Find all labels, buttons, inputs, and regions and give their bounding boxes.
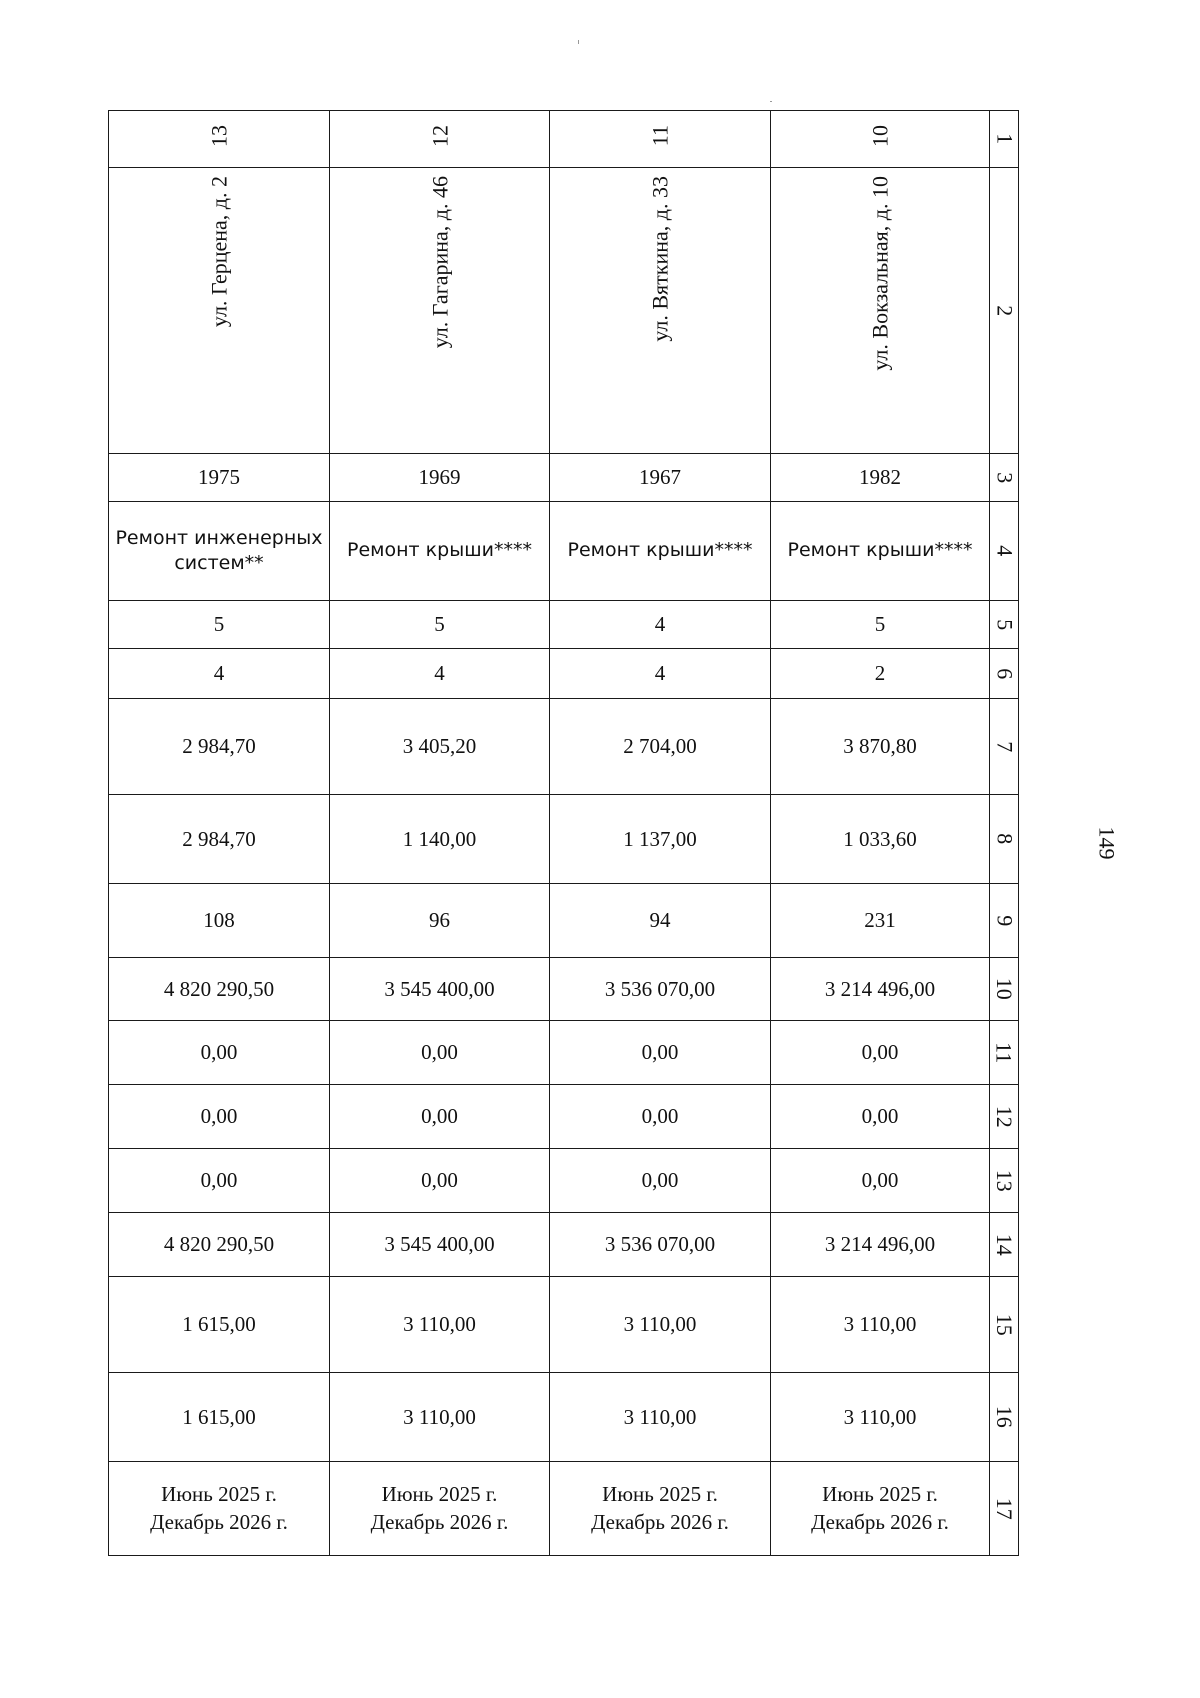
- period-start: Июнь 2025 г.: [602, 1482, 718, 1507]
- period-start: Июнь 2025 г.: [381, 1482, 498, 1507]
- address-text: ул. Вокзальная, д. 10: [867, 176, 893, 371]
- table-cell-address: [109, 168, 330, 454]
- row-number: 7: [990, 699, 1019, 795]
- table-cell-value: 5: [109, 601, 330, 649]
- work-type-line1: Ремонт крыши****: [347, 539, 532, 562]
- table-row: [109, 1149, 1019, 1213]
- table-row: [109, 1213, 1019, 1277]
- table-cell-year: 1975: [109, 454, 330, 502]
- row-number: 4: [990, 502, 1019, 601]
- table-cell-value: 3 110,00: [330, 1277, 550, 1373]
- table-cell-work-type: [109, 502, 330, 601]
- period-end: Декабрь 2026 г.: [150, 1509, 288, 1534]
- table-row: [109, 958, 1019, 1021]
- period-start: Июнь 2025 г.: [161, 1482, 277, 1507]
- table-row: [109, 1373, 1019, 1462]
- row-number: 11: [990, 1021, 1019, 1085]
- table-row: [109, 168, 1019, 454]
- table-cell-value: 0,00: [330, 1021, 550, 1085]
- table-cell-address: [550, 168, 771, 454]
- table-cell-value: 3 536 070,00: [550, 1213, 771, 1277]
- table-row: [109, 649, 1019, 699]
- table-cell-value: 1 140,00: [330, 795, 550, 884]
- table-cell-value: 96: [330, 884, 550, 958]
- row-number: 8: [990, 795, 1019, 884]
- table-cell-value: 3 545 400,00: [330, 1213, 550, 1277]
- table-row: [109, 1021, 1019, 1085]
- table-cell-work-type: [550, 502, 771, 601]
- row-number: 17: [990, 1462, 1019, 1556]
- row-number: 16: [990, 1373, 1019, 1462]
- table-cell-work-type: [771, 502, 990, 601]
- table-cell-value: 3 870,80: [771, 699, 990, 795]
- period-end: Декабрь 2026 г.: [811, 1509, 949, 1534]
- table-row: [109, 884, 1019, 958]
- index-value: 13: [206, 125, 232, 147]
- row-number: 2: [990, 168, 1019, 454]
- table-cell-value: 4 820 290,50: [109, 1213, 330, 1277]
- table-row: [109, 111, 1019, 168]
- index-value: 10: [867, 125, 893, 147]
- table-cell-value: 5: [330, 601, 550, 649]
- table-cell-value: 3 110,00: [550, 1373, 771, 1462]
- table-cell-value: 1 137,00: [550, 795, 771, 884]
- table-cell-value: 0,00: [330, 1085, 550, 1149]
- row-number: 3: [990, 454, 1019, 502]
- table-cell-value: 3 214 496,00: [771, 1213, 990, 1277]
- table-row: [109, 795, 1019, 884]
- work-type-line1: Ремонт крыши****: [787, 539, 973, 562]
- table-cell-year: 1982: [771, 454, 990, 502]
- table-cell-index: [109, 111, 330, 168]
- table-cell-value: 3 110,00: [330, 1373, 550, 1462]
- row-number: 14: [990, 1213, 1019, 1277]
- address-text: ул. Вяткина, д. 33: [647, 176, 673, 342]
- row-number: 13: [990, 1149, 1019, 1213]
- row-number: 5: [990, 601, 1019, 649]
- row-number: 10: [990, 958, 1019, 1021]
- table-cell-value: 0,00: [550, 1149, 771, 1213]
- table-cell-value: 0,00: [550, 1021, 771, 1085]
- table-row: [109, 454, 1019, 502]
- table-cell-index: [771, 111, 990, 168]
- table-cell-value: 4 820 290,50: [109, 958, 330, 1021]
- table-row: [109, 1462, 1019, 1556]
- table-cell-value: 1 615,00: [109, 1277, 330, 1373]
- table-cell-value: 2 984,70: [109, 795, 330, 884]
- table-cell-year: 1969: [330, 454, 550, 502]
- table-cell-period: [330, 1462, 550, 1556]
- table-cell-value: 4: [330, 649, 550, 699]
- table-cell-value: 2: [771, 649, 990, 699]
- work-type-line1: Ремонт инженерных: [115, 527, 323, 550]
- table-row: [109, 699, 1019, 795]
- table-row: [109, 601, 1019, 649]
- row-number: 1: [990, 111, 1019, 168]
- table-cell-value: 3 110,00: [771, 1277, 990, 1373]
- table-cell-value: 108: [109, 884, 330, 958]
- page-number: 149: [1094, 826, 1120, 860]
- table-cell-value: 0,00: [109, 1021, 330, 1085]
- table-cell-value: 1 033,60: [771, 795, 990, 884]
- table-row: [109, 502, 1019, 601]
- table-cell-value: 0,00: [550, 1085, 771, 1149]
- address-text: ул. Герцена, д. 2: [206, 176, 232, 328]
- table-cell-period: [771, 1462, 990, 1556]
- scan-mark-corner: [770, 101, 772, 102]
- period-end: Декабрь 2026 г.: [370, 1509, 509, 1534]
- row-number: 9: [990, 884, 1019, 958]
- table-cell-value: 0,00: [771, 1149, 990, 1213]
- table-cell-value: 0,00: [771, 1021, 990, 1085]
- table-row: [109, 1277, 1019, 1373]
- table-cell-value: 0,00: [330, 1149, 550, 1213]
- table-cell-value: 0,00: [109, 1149, 330, 1213]
- table-cell-value: 4: [109, 649, 330, 699]
- table-cell-value: 2 704,00: [550, 699, 771, 795]
- data-table: [108, 110, 1019, 1556]
- table-cell-address: [330, 168, 550, 454]
- table-cell-value: 3 536 070,00: [550, 958, 771, 1021]
- table-cell-value: 94: [550, 884, 771, 958]
- period-start: Июнь 2025 г.: [822, 1482, 938, 1507]
- table-cell-value: 4: [550, 649, 771, 699]
- table-cell-work-type: [330, 502, 550, 601]
- table-cell-value: 3 214 496,00: [771, 958, 990, 1021]
- table-cell-value: 0,00: [771, 1085, 990, 1149]
- period-end: Декабрь 2026 г.: [591, 1509, 729, 1534]
- table-cell-value: 3 110,00: [771, 1373, 990, 1462]
- table-cell-value: 3 405,20: [330, 699, 550, 795]
- work-type-line2: систем**: [174, 552, 264, 574]
- table-cell-value: 231: [771, 884, 990, 958]
- address-text: ул. Гагарина, д. 46: [426, 176, 452, 349]
- work-type-line1: Ремонт крыши****: [567, 539, 753, 562]
- table-cell-value: 3 545 400,00: [330, 958, 550, 1021]
- table-cell-value: 5: [771, 601, 990, 649]
- table-cell-value: 3 110,00: [550, 1277, 771, 1373]
- row-number: 12: [990, 1085, 1019, 1149]
- index-value: 12: [426, 125, 452, 147]
- table-cell-value: 1 615,00: [109, 1373, 330, 1462]
- table-cell-index: [330, 111, 550, 168]
- index-value: 11: [647, 125, 673, 147]
- table-cell-index: [550, 111, 771, 168]
- row-number: 15: [990, 1277, 1019, 1373]
- table-row: [109, 1085, 1019, 1149]
- table-cell-period: [109, 1462, 330, 1556]
- row-number: 6: [990, 649, 1019, 699]
- table-cell-address: [771, 168, 990, 454]
- scan-mark-top: [578, 40, 579, 44]
- table-cell-period: [550, 1462, 771, 1556]
- table-cell-value: 0,00: [109, 1085, 330, 1149]
- table-cell-value: 4: [550, 601, 771, 649]
- table-cell-value: 2 984,70: [109, 699, 330, 795]
- table-cell-year: 1967: [550, 454, 771, 502]
